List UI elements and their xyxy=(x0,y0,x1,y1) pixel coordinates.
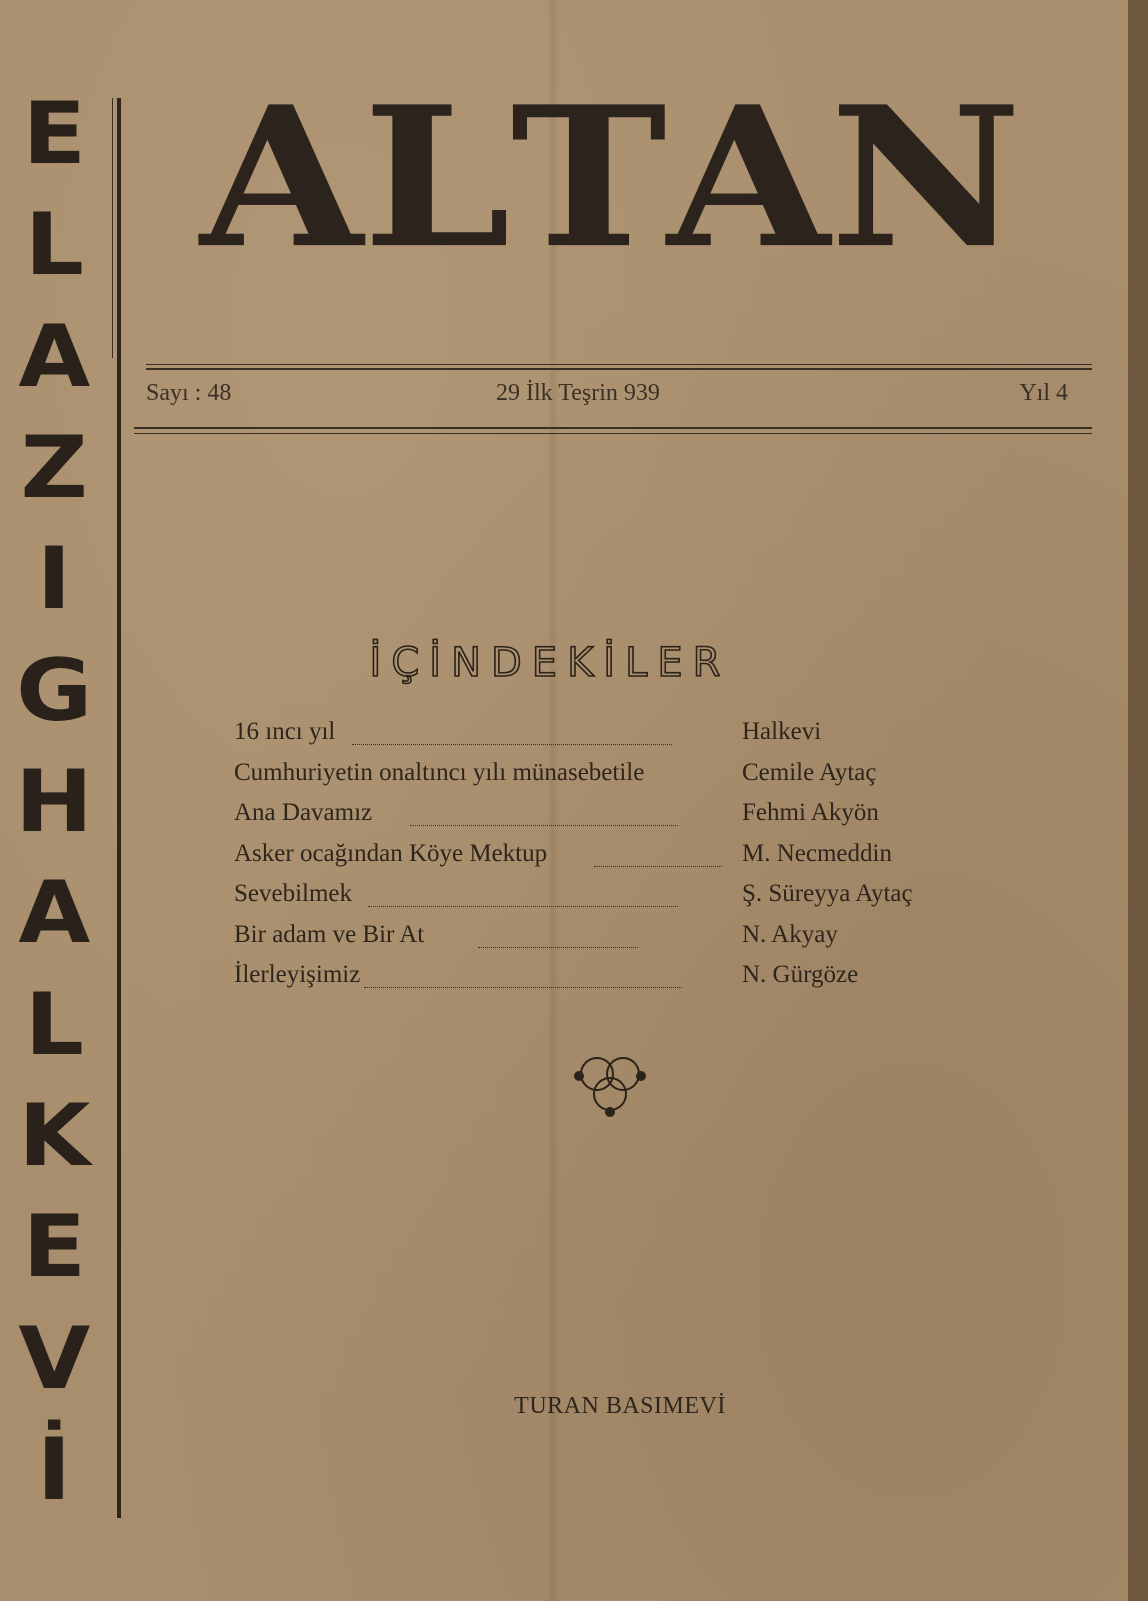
toc-leader xyxy=(594,866,722,867)
issue-date: 29 İlk Teşrin 939 xyxy=(496,380,660,406)
volume-year: Yıl 4 xyxy=(1019,380,1068,406)
table-of-contents xyxy=(234,718,954,1002)
toc-author: Cemile Aytaç xyxy=(742,758,877,786)
toc-author: N. Akyay xyxy=(742,920,838,948)
toc-author: Halkevi xyxy=(742,718,822,745)
toc-title: Ana Davamız xyxy=(234,799,373,826)
toc-row xyxy=(234,759,954,800)
title-letter: N xyxy=(829,63,1022,292)
printer-name: TURAN BASIMEVİ xyxy=(514,1393,726,1419)
side-letter: K xyxy=(18,1085,90,1186)
toc-author: N. Gürgöze xyxy=(742,961,859,988)
side-divider xyxy=(117,98,121,1518)
toc-title: Asker ocağından Köye Mektup xyxy=(234,839,548,867)
masthead-info xyxy=(146,380,1080,416)
side-letter: İ xyxy=(36,1419,72,1520)
title-letter: A xyxy=(666,63,830,292)
toc-row xyxy=(234,799,954,840)
magazine-title xyxy=(200,63,1022,292)
toc-title: İlerleyişimiz xyxy=(234,961,361,988)
side-letter: H xyxy=(15,751,93,852)
toc-row xyxy=(234,921,954,962)
masthead-rule-bottom xyxy=(134,427,1092,429)
masthead-rule-top-thick xyxy=(146,368,1092,370)
side-divider-thin xyxy=(112,98,113,358)
toc-row xyxy=(234,718,954,759)
side-letter: A xyxy=(18,863,90,964)
side-letter: V xyxy=(18,1308,90,1409)
side-letter: L xyxy=(24,974,84,1075)
side-letter: E xyxy=(22,84,86,184)
toc-title: Sevebilmek xyxy=(234,880,353,907)
toc-author: Ş. Süreyya Aytaç xyxy=(742,880,913,907)
contents-heading: İÇİNDEKİLER xyxy=(369,640,731,686)
toc-title: Cumhuriyetin onaltıncı yılı münasebetile xyxy=(234,758,645,786)
toc-row xyxy=(234,961,954,1002)
toc-row xyxy=(234,880,954,921)
masthead-rule-bottom-thin xyxy=(134,433,1092,434)
side-label-elazig-halkevi xyxy=(8,84,100,1520)
side-letter: Z xyxy=(20,417,88,518)
issue-number: Sayı : 48 xyxy=(146,380,232,406)
title-letter: L xyxy=(362,63,511,292)
title-letter: T xyxy=(510,63,667,292)
masthead-rule-top xyxy=(146,364,1092,365)
side-letter: A xyxy=(18,306,90,407)
toc-author: Fehmi Akyön xyxy=(742,799,879,826)
toc-title: 16 ıncı yıl xyxy=(234,718,336,745)
toc-leader xyxy=(410,825,678,826)
side-letter: L xyxy=(24,195,84,296)
toc-leader xyxy=(368,906,678,907)
side-letter: G xyxy=(15,640,93,741)
toc-leader xyxy=(364,987,682,988)
toc-leader xyxy=(478,947,638,948)
toc-row xyxy=(234,840,954,881)
toc-title: Bir adam ve Bir At xyxy=(234,920,425,948)
toc-author: M. Necmeddin xyxy=(742,839,892,867)
side-letter: E xyxy=(22,1197,86,1298)
title-letter: A xyxy=(200,63,363,292)
page-edge xyxy=(1128,0,1148,1601)
side-letter: I xyxy=(36,529,72,630)
toc-leader xyxy=(352,744,672,745)
halkevi-emblem-icon xyxy=(570,1050,650,1120)
